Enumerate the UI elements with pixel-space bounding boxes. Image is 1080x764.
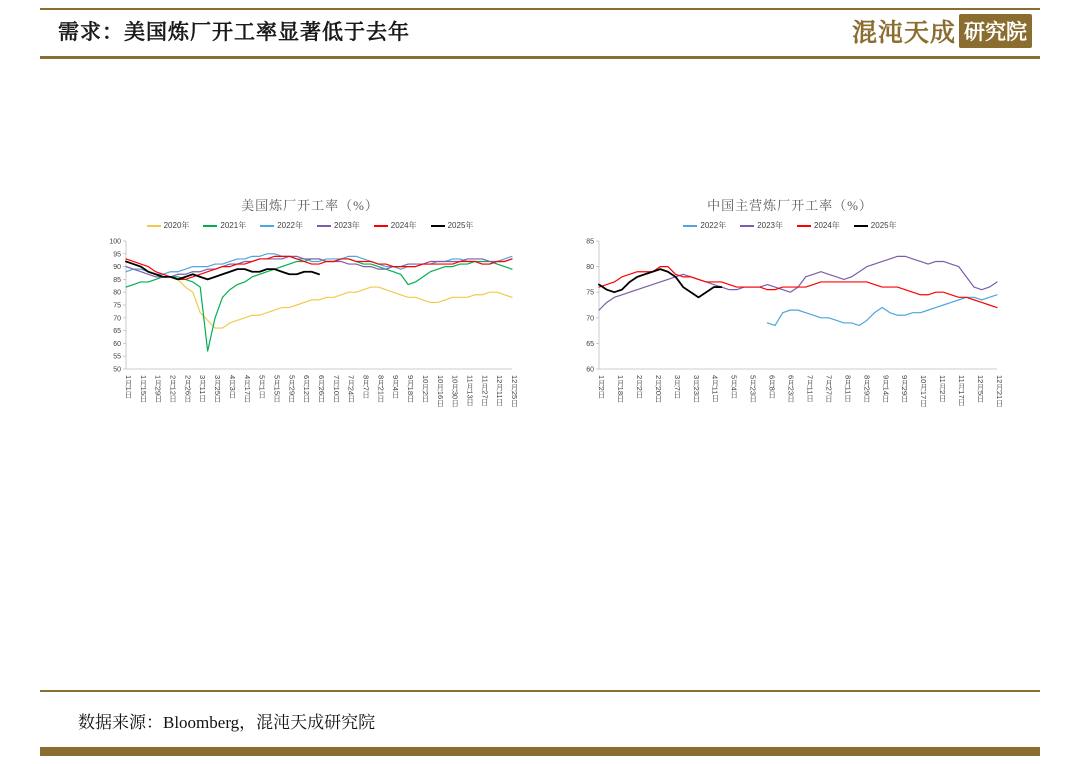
legend-item — [683, 220, 726, 231]
x-axis-tick-label: 7月27日 — [824, 375, 834, 403]
x-axis-tick-label: 11月2日 — [938, 375, 948, 402]
legend-swatch — [203, 225, 217, 227]
x-axis-tick-label: 2月12日 — [168, 375, 178, 403]
chart-title: 中国主营炼厂开工率（%） — [707, 198, 873, 213]
legend-label: 2025年 — [447, 221, 474, 230]
svg-text:95: 95 — [113, 251, 121, 259]
x-axis-tick-label: 12月21日 — [995, 375, 1004, 407]
x-axis-tick-label: 6月12日 — [302, 375, 312, 403]
footer-rule — [40, 690, 1040, 692]
legend-swatch — [317, 225, 331, 227]
x-axis-tick-label: 10月17日 — [919, 375, 929, 407]
legend-label: 2020年 — [163, 221, 190, 230]
x-axis-tick-label: 5月29日 — [287, 375, 297, 403]
x-axis-tick-label: 5月23日 — [748, 375, 758, 403]
x-axis-tick-label: 5月4日 — [729, 375, 739, 399]
x-axis-tick-label: 8月21日 — [376, 375, 386, 403]
legend-swatch — [374, 225, 388, 227]
x-axis-tick-label: 4月17日 — [242, 375, 252, 403]
page-title: 需求：美国炼厂开工率显著低于去年 — [58, 20, 410, 44]
chart-legend — [100, 220, 520, 231]
x-axis-tick-label: 12月25日 — [510, 375, 519, 407]
company-logo — [852, 12, 1032, 50]
legend-item — [797, 220, 840, 231]
x-axis-tick-label: 1月2日 — [597, 375, 606, 399]
plot-svg — [575, 235, 1005, 375]
svg-text:85: 85 — [113, 276, 121, 284]
svg-text:65: 65 — [586, 340, 594, 348]
x-axis-tick-label: 5月1日 — [257, 375, 267, 399]
legend-item — [854, 220, 897, 231]
x-axis-tick-label: 3月7日 — [672, 375, 682, 399]
svg-text:60: 60 — [113, 340, 121, 348]
x-axis-tick-label: 1月18日 — [615, 375, 625, 403]
x-axis-tick-label: 7月10日 — [331, 375, 341, 403]
x-axis-tick-label: 3月11日 — [198, 375, 208, 402]
x-axis-tick-label: 1月1日 — [124, 375, 133, 399]
x-axis-tick-label: 2月26日 — [183, 375, 193, 403]
x-axis-tick-label: 1月29日 — [153, 375, 163, 403]
svg-text:80: 80 — [586, 264, 594, 272]
legend-label: 2021年 — [220, 221, 247, 230]
x-axis-tick-label: 3月25日 — [213, 375, 223, 403]
x-axis-tick-label: 9月4日 — [391, 375, 401, 399]
chart-us-refinery-utilization — [100, 195, 520, 445]
x-axis-tick-label: 12月5日 — [976, 375, 986, 403]
svg-text:80: 80 — [113, 289, 121, 297]
x-axis-tick-label: 4月3日 — [227, 375, 237, 399]
x-axis-tick-label: 6月26日 — [317, 375, 326, 403]
legend-item — [147, 220, 190, 231]
legend-label: 2023年 — [757, 221, 783, 230]
plot-svg — [100, 235, 520, 375]
x-axis-tick-label: 7月11日 — [805, 375, 815, 402]
legend-item — [203, 220, 246, 231]
x-axis-tick-label: 12月11日 — [495, 375, 505, 407]
x-axis-tick-label: 8月7日 — [361, 375, 371, 399]
svg-text:75: 75 — [113, 302, 121, 310]
legend-label: 2025年 — [870, 221, 897, 230]
x-axis-tick-label: 5月15日 — [272, 375, 282, 403]
legend-swatch — [431, 225, 445, 227]
x-axis-tick-label: 10月2日 — [420, 375, 430, 403]
footer-bar — [40, 747, 1040, 756]
x-axis-tick-label: 9月14日 — [881, 375, 891, 403]
legend-item — [431, 220, 474, 231]
x-axis-tick-label: 9月29日 — [900, 375, 910, 403]
legend-swatch — [683, 225, 697, 227]
x-axis-tick-label: 11月27日 — [480, 375, 490, 407]
legend-swatch — [797, 225, 811, 227]
header-bottom-rule — [40, 56, 1040, 59]
svg-text:70: 70 — [113, 315, 121, 323]
legend-swatch — [854, 225, 868, 227]
x-axis-tick-label: 6月8日 — [767, 375, 777, 399]
x-axis-tick-label: 2月2日 — [634, 375, 644, 399]
x-axis-tick-label: 1月15日 — [138, 375, 148, 403]
svg-text:70: 70 — [586, 315, 594, 323]
legend-label: 2022年 — [277, 221, 303, 230]
x-axis-labels — [100, 375, 520, 435]
legend-swatch — [740, 225, 754, 227]
x-axis-tick-label: 6月23日 — [786, 375, 796, 403]
x-axis-tick-label: 11月13日 — [465, 375, 475, 407]
legend-swatch — [260, 225, 274, 227]
legend-label: 2024年 — [814, 221, 840, 230]
svg-text:65: 65 — [113, 328, 121, 336]
x-axis-tick-label: 7月24日 — [346, 375, 356, 403]
logo-badge: 研究院 — [959, 14, 1032, 48]
svg-text:60: 60 — [586, 366, 594, 374]
x-axis-tick-label: 10月30日 — [450, 375, 460, 407]
x-axis-tick-label: 9月18日 — [406, 375, 416, 403]
legend-label: 2023年 — [334, 221, 360, 230]
x-axis-tick-label: 10月16日 — [435, 375, 445, 407]
x-axis-tick-label: 8月11日 — [843, 375, 853, 402]
chart-legend — [575, 220, 1005, 231]
legend-swatch — [147, 225, 161, 227]
chart-title: 美国炼厂开工率（%） — [241, 198, 379, 213]
legend-label: 2022年 — [700, 221, 727, 230]
data-source: 数据来源：Bloomberg，混沌天成研究院 — [78, 713, 376, 732]
legend-item — [740, 220, 783, 231]
svg-text:100: 100 — [109, 238, 121, 246]
svg-text:55: 55 — [113, 353, 121, 361]
x-axis-tick-label: 2月20日 — [653, 375, 663, 403]
svg-text:75: 75 — [586, 289, 594, 297]
svg-text:90: 90 — [113, 264, 121, 272]
x-axis-tick-label: 8月29日 — [862, 375, 872, 403]
x-axis-tick-label: 4月11日 — [710, 375, 720, 402]
x-axis-tick-label: 11月17日 — [957, 375, 967, 407]
x-axis-labels — [575, 375, 1005, 435]
svg-text:50: 50 — [113, 366, 121, 374]
logo-text: 混沌天成 — [851, 20, 956, 47]
header-top-rule — [40, 8, 1040, 10]
legend-item — [260, 220, 303, 231]
legend-item — [374, 220, 417, 231]
plot-area — [100, 235, 520, 435]
legend-label: 2024年 — [390, 221, 417, 230]
svg-text:85: 85 — [586, 238, 594, 246]
legend-item — [317, 220, 360, 231]
x-axis-tick-label: 3月23日 — [691, 375, 701, 403]
plot-area — [575, 235, 1005, 435]
chart-china-refinery-utilization — [575, 195, 1005, 445]
